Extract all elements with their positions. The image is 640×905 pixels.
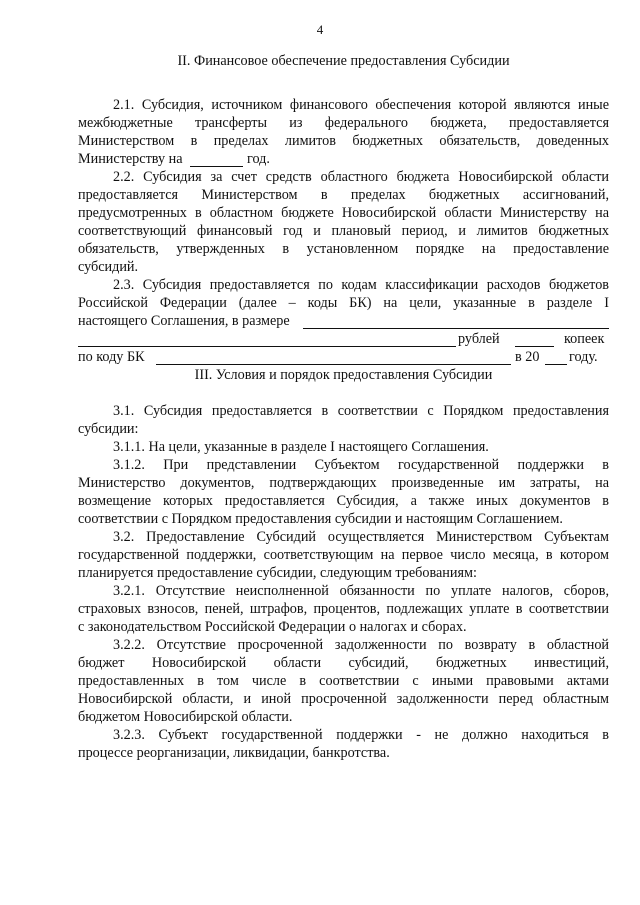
- paragraph-line: Министерством в пределах лимитов бюджетных обязательств, доведенных: [78, 133, 609, 149]
- paragraph-line: с законодательством Российской Федерации о налогах и сборах.: [78, 619, 467, 635]
- section-3-heading: III. Условия и порядок предоставления Субсидии: [194, 367, 493, 383]
- paragraph-line: 3.1. Субсидия предоставляется в соответствии с Порядком предоставления: [113, 403, 609, 419]
- paragraph-line: соответствующий финансовый год и плановый период, и лимитов бюджетных: [78, 223, 609, 239]
- rubles-label: рублей: [458, 331, 500, 347]
- paragraph-line: страховых взносов, пеней, штрафов, процентов, подлежащих уплате в соответствии: [78, 601, 609, 617]
- bk-label: по коду БК: [78, 349, 145, 365]
- agreement-text: настоящего Соглашения, в размере: [78, 313, 290, 329]
- ministry-suffix: год.: [247, 151, 270, 167]
- page-number: 4: [316, 22, 324, 37]
- paragraph-line: предоставленных в том числе в соответствии с иными правовыми актами: [78, 673, 609, 689]
- paragraph-line: бюджет Новосибирской области субсидий, бюджетных инвестиций,: [78, 655, 609, 671]
- rubles-line: [78, 331, 609, 349]
- paragraph-line: 3.1.2. При представлении Субъектом государственной поддержки в: [113, 457, 609, 473]
- paragraph-line: Новосибирской области, и иной просроченной задолженности перед областным: [78, 691, 609, 707]
- paragraph-line: Министерство документов, подтверждающих произведенные им затраты, на: [78, 475, 609, 491]
- paragraph-line: обязательств, утвержденных в установленном порядке на предоставление: [78, 241, 609, 257]
- paragraph-line: 3.2.3. Субъект государственной поддержки - не должно находиться в: [113, 727, 609, 743]
- bk-code-line: [78, 349, 609, 367]
- paragraph-line: субсидии:: [78, 421, 139, 437]
- paragraph-line: возмещение которых предоставляется Субсидия, а также иных документов в: [78, 493, 609, 509]
- paragraph-line: 3.2. Предоставление Субсидий осуществляется Министерством Субъектам: [113, 529, 609, 545]
- amount-blank-field[interactable]: [303, 328, 609, 329]
- year-blank-field[interactable]: [545, 364, 567, 365]
- paragraph-line: планируется предоставление субсидии, следующим требованиям:: [78, 565, 477, 581]
- kopecks-blank-field[interactable]: [515, 346, 554, 347]
- paragraph-line: 2.3. Субсидия предоставляется по кодам классификации расходов бюджетов: [113, 277, 609, 293]
- paragraph-line: 2.2. Субсидия за счет средств областного бюджета Новосибирской области: [113, 169, 609, 185]
- kopecks-label: копеек: [564, 331, 605, 347]
- paragraph-line: бюджетом Новосибирской области.: [78, 709, 293, 725]
- paragraph-line: 3.2.1. Отсутствие неисполненной обязанности по уплате налогов, сборов,: [113, 583, 609, 599]
- paragraph-line: Российской Федерации (далее – коды БК) на цели, указанные в разделе I: [78, 295, 609, 311]
- year-suffix: году.: [569, 349, 598, 365]
- paragraph-line: предусмотренных в областном бюджете Новосибирской области Министерству на: [78, 205, 609, 221]
- paragraph-line: процессе реорганизации, ликвидации, банкротства.: [78, 745, 390, 761]
- agreement-amount-line: [78, 313, 609, 331]
- paragraph-line: соответствии с Порядком предоставления субсидии и настоящим Соглашением.: [78, 511, 563, 527]
- paragraph-line: предоставляется Министерством в пределах бюджетных ассигнований,: [78, 187, 609, 203]
- amount-blank-field[interactable]: [190, 166, 243, 167]
- paragraph-line: 3.2.2. Отсутствие просроченной задолженности по возврату в областной: [113, 637, 609, 653]
- year-prefix: в 20: [515, 349, 540, 365]
- paragraph-line: 3.1.1. На цели, указанные в разделе I настоящего Соглашения.: [113, 439, 489, 455]
- paragraph-line: 2.1. Субсидия, источником финансового обеспечения которой являются иные: [113, 97, 609, 113]
- ministry-prefix: Министерству на: [78, 151, 183, 167]
- section-2-heading: II. Финансовое обеспечение предоставления Субсидии: [177, 53, 510, 69]
- paragraph-line: субсидий.: [78, 259, 139, 275]
- bk-code-blank-field[interactable]: [156, 364, 511, 365]
- ministry-line: [78, 151, 609, 169]
- rubles-blank-field[interactable]: [78, 346, 456, 347]
- paragraph-line: межбюджетные трансферты из федерального бюджета, предоставляется: [78, 115, 609, 131]
- paragraph-line: государственной поддержки, соответствующим на первое число месяца, в котором: [78, 547, 609, 563]
